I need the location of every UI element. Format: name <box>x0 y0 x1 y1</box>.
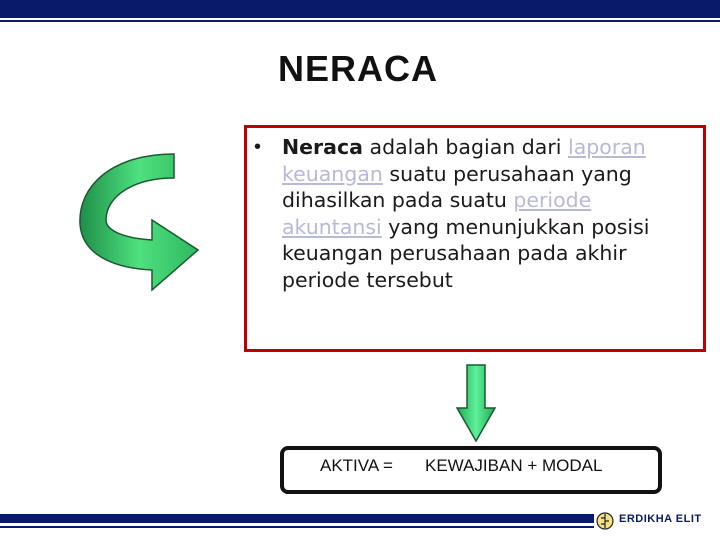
bottom-bar <box>0 514 594 523</box>
bottom-bar-line <box>0 526 594 528</box>
equation-right: KEWAJIBAN + MODAL <box>425 456 603 475</box>
link-laporan-keuangan[interactable]: laporan keuangan <box>282 135 646 186</box>
link-periode-akuntansi[interactable]: periode akuntansi <box>282 188 592 239</box>
top-bar-line <box>0 20 720 22</box>
slide-title: NERACA <box>278 48 439 89</box>
bullet-icon: • <box>254 136 262 158</box>
definition-part2: suatu perusahaan yang dihasilkan pada suatu <box>282 161 632 212</box>
definition-part3: yang menunjukkan posisi keuangan perusahaan pada akhir periode tersebut <box>282 214 650 292</box>
down-arrow-icon <box>456 364 496 442</box>
top-bar <box>0 0 720 18</box>
brand-name: ERDIKHA ELIT <box>619 513 702 525</box>
curved-arrow-icon <box>72 150 202 300</box>
erdikha-logo-icon <box>596 512 614 530</box>
equation-left: AKTIVA = <box>320 456 393 475</box>
term-neraca: Neraca <box>282 135 363 159</box>
definition-text <box>282 134 692 293</box>
definition-part1: adalah bagian dari <box>363 135 568 159</box>
